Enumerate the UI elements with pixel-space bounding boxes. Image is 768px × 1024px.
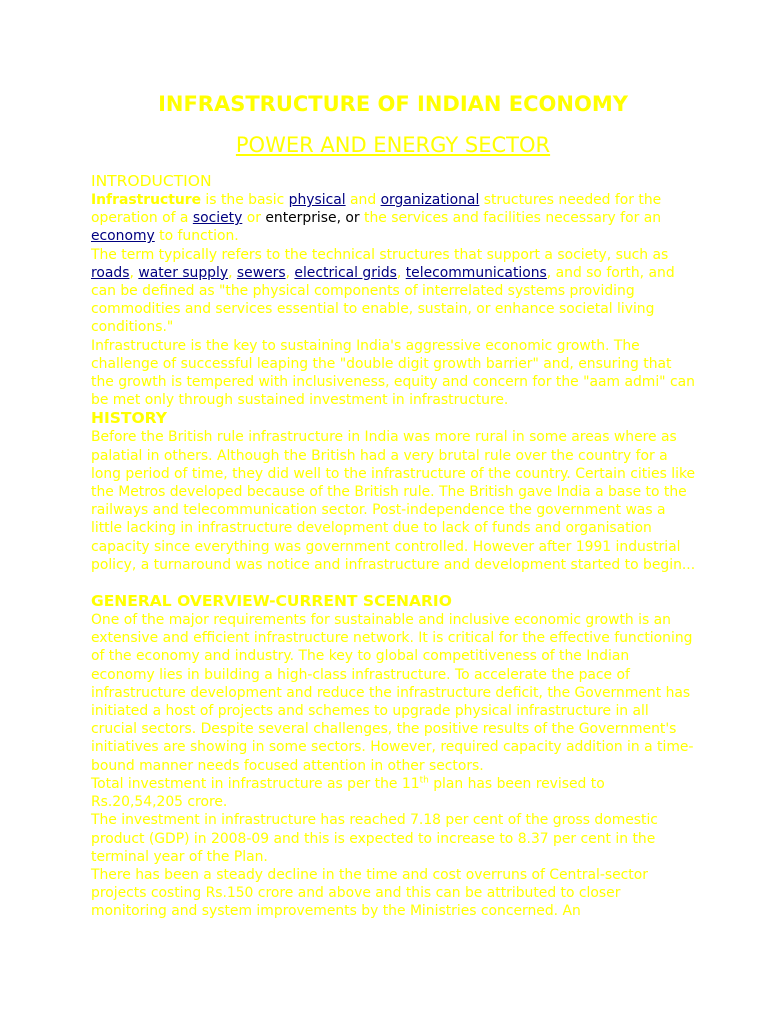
paragraph-gap xyxy=(91,574,697,592)
overview-paragraph-2 xyxy=(91,775,697,811)
text-run: the services and facilities necessary for an xyxy=(359,210,662,227)
infrastructure-term: Infrastructure xyxy=(91,192,202,208)
link-society[interactable]: society xyxy=(192,210,243,227)
overview-paragraph-1: One of the major requirements for sustainable and inclusive economic growth is an extensive and efficient infrastructure network. It is critical for the effective functioning of the economy and industry. The key to global competitiveness of the Indian economy lies in building a high-class infrastructure. To accelerate the pace of infrastructure development and reduce the infrastructure deficit, the Government has initiated a host of projects and schemes to upgrade physical infrastructure in all crucial sectors. Despite several challenges, the positive results of the Government's initiatives are showing in some sectors. However, required capacity addition in a time-bound manner needs focused attention in other sectors. xyxy=(91,612,694,774)
separator: , xyxy=(228,264,237,281)
intro-paragraph-1 xyxy=(91,191,697,246)
text-run: The term typically refers to the technical structures that support a society, such as xyxy=(91,246,669,263)
separator: , xyxy=(129,264,139,281)
overview-paragraph-4: There has been a steady decline in the time and cost overruns of Central-sector projects costing Rs.150 crore and above and this can be attributed to closer monitoring and system improvements by the Ministries concerned. An xyxy=(91,866,648,920)
link-roads[interactable]: roads xyxy=(91,264,130,281)
text-run: or xyxy=(242,210,266,227)
document-body xyxy=(91,172,697,921)
text-run: Total investment in infrastructure as per the 11 xyxy=(91,775,420,792)
document-subtitle: POWER AND ENERGY SECTOR xyxy=(235,133,551,157)
text-run: , and so forth, and can be defined as "the physical components of interrelated systems providing commodities and services essential to enable, sustain, or enhance societal living conditions." xyxy=(91,264,675,336)
superscript-th: th xyxy=(419,775,429,786)
text-run: plan has been revised to Rs.20,54,205 crore. xyxy=(91,775,605,811)
text-run: to function. xyxy=(154,228,239,245)
text-run: is the basic xyxy=(201,192,289,208)
link-electrical-grids[interactable]: electrical grids xyxy=(294,264,397,281)
section-heading-overview: GENERAL OVERVIEW-CURRENT SCENARIO xyxy=(91,592,452,611)
document-title: INFRASTRUCTURE OF INDIAN ECONOMY xyxy=(158,92,628,116)
section-heading-history: HISTORY xyxy=(91,409,167,428)
link-physical[interactable]: physical xyxy=(288,192,346,208)
link-water-supply[interactable]: water supply xyxy=(138,264,229,281)
separator: , xyxy=(396,264,406,281)
overview-paragraph-3: The investment in infrastructure has reached 7.18 per cent of the gross domestic product (GDP) in 2008-09 and this is expected to increase to 8.37 per cent in the terminal year of the Plan. xyxy=(91,812,658,865)
enterprise-text: enterprise, or xyxy=(265,210,360,227)
text-run: structures needed for the operation of a xyxy=(91,192,662,227)
link-economy[interactable]: economy xyxy=(91,228,155,245)
link-sewers[interactable]: sewers xyxy=(236,264,286,281)
history-paragraph-1: Before the British rule infrastructure in India was more rural in some areas where as palatial in others. Although the British had a very brutal rule over the country for a long period of time, they did well to the infrastructure of the country. Certain cities like the Metros developed because of the British rule. The British gave India a base to the railways and telecommunication sector. Post-independence the government was a little lacking in infrastructure development due to lack of funds and organisation capacity since everything was government controlled. However after 1991 industrial policy, a turnaround was notice and infrastructure and development started to begin... xyxy=(91,429,696,573)
separator: , xyxy=(285,264,295,281)
link-telecommunications[interactable]: telecommunications xyxy=(405,264,547,281)
text-run: and xyxy=(345,192,381,208)
link-organizational[interactable]: organizational xyxy=(380,192,480,208)
section-heading-introduction: INTRODUCTION xyxy=(91,172,212,190)
intro-paragraph-3: Infrastructure is the key to sustaining India's aggressive economic growth. The challenge of successful leaping the "double digit growth barrier" and, ensuring that the growth is tempered with inclusiveness, equity and concern for the "aam admi" can be met only through sustained investment in infrastructure. xyxy=(91,337,695,409)
intro-paragraph-2 xyxy=(91,246,697,337)
